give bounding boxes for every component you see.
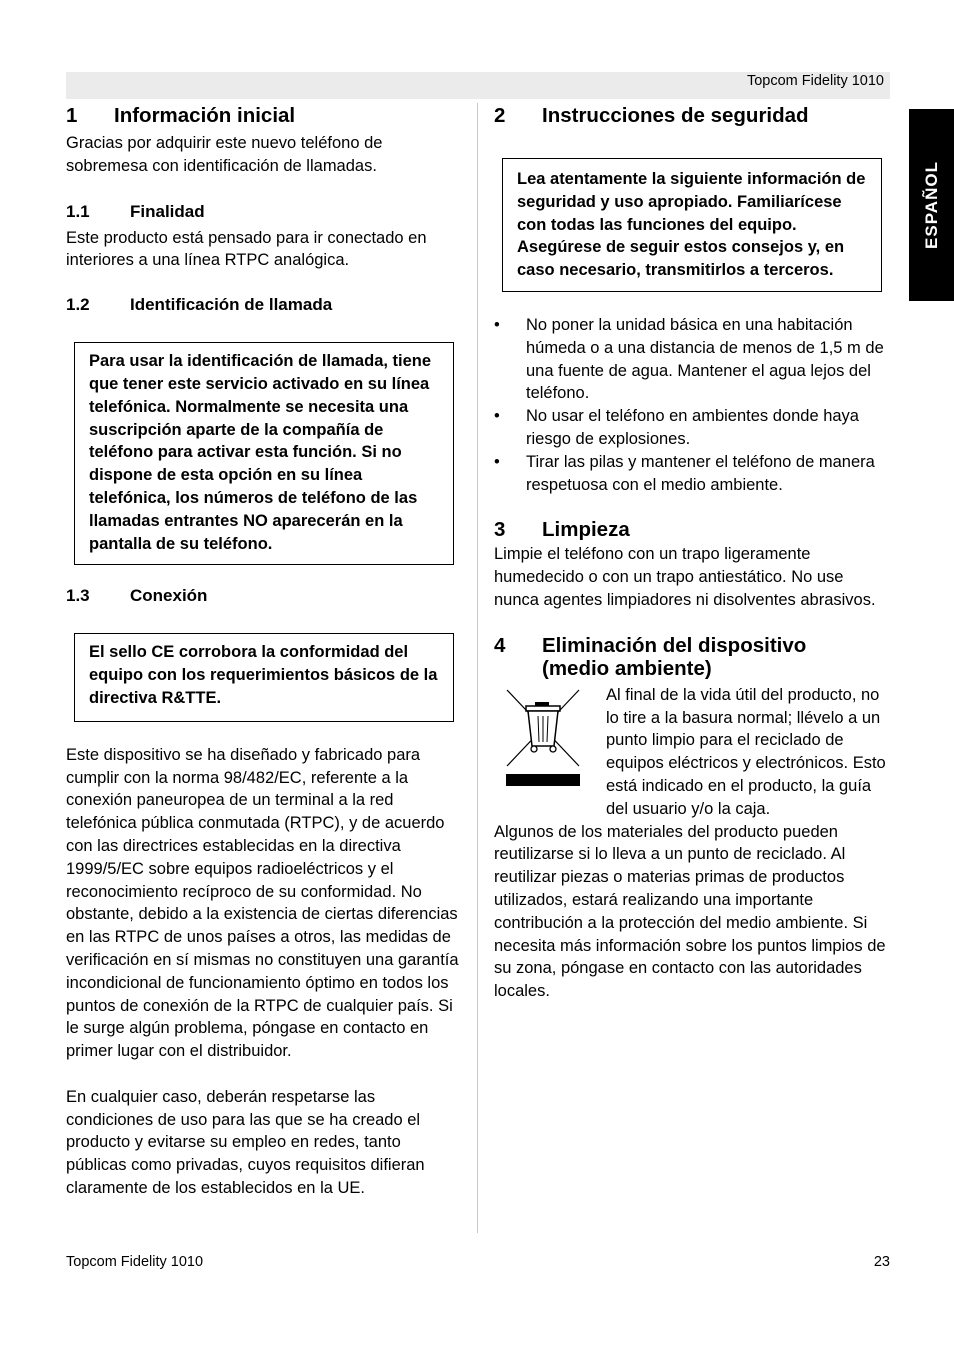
section-1-1-heading (66, 201, 461, 223)
section-title: Limpieza (542, 518, 630, 542)
section-1-2-heading (66, 294, 461, 316)
connection-paragraph-2: En cualquier caso, deberán respetarse las condiciones de uso para las que se ha creado el producto y evitarse su empleo en redes, tanto públicas como privadas, cuyos requisitos difieran claramente de los establecidos en la UE. (66, 1087, 425, 1197)
disposal-paragraph-1: Al final de la vida útil del producto, no lo tire a la basura normal; llévelo a un punto limpio para el reciclado de equipos eléctricos y electrónicos. Esto está indicado en el producto, la guía del usuario y/o la caja. (606, 685, 886, 818)
section-2-heading (494, 104, 890, 128)
bullet-icon: • (494, 315, 500, 334)
disposal-block (494, 684, 890, 821)
language-tab-label: ESPAÑOL (921, 161, 941, 249)
column-divider (477, 103, 478, 1233)
section-number: 3 (494, 518, 506, 542)
section-number: 1.1 (66, 201, 90, 221)
safety-list (494, 314, 890, 496)
section-title: Conexión (130, 586, 208, 606)
header-title: Topcom Fidelity 1010 (746, 73, 884, 89)
section-title: Finalidad (130, 201, 205, 221)
connection-paragraph-1: Este dispositivo se ha diseñado y fabricado para cumplir con la norma 98/482/EC, referente a la conexión paneuropea de un terminal a la red telefónica pública conmutada (RTPC), y de acuerdo con las directrices establecidas en la directiva 1999/5/EC sobre equipos radioeléctricos y el reconocimiento recíproco de su conformidad. No obstante, debido a la existencia de ciertas diferencias en las RTPC de unos países a otros, las medidas de verificación en sí mismas no constituyen una garantía incondicional de funcionamiento óptimo en todos los puntos de conexión de la RTPC de cualquier país. Si le surge algún problema, póngase en contacto en primer lugar con el distribuidor. (66, 745, 459, 1061)
left-column (66, 103, 461, 1200)
page-number: 23 (873, 1254, 890, 1270)
section-number: 1 (66, 104, 78, 127)
right-column (494, 103, 890, 1003)
section-title: Instrucciones de seguridad (542, 104, 809, 127)
list-item: • No poner la unidad básica en una habitación húmeda o a una distancia de menos de 1,5 m de una fuente de agua. Mantener el agua lejos del teléfono. (494, 315, 884, 403)
footer-title: Topcom Fidelity 1010 (66, 1254, 204, 1270)
language-tab (909, 109, 954, 301)
disposal-paragraph-2: Algunos de los materiales del producto pueden reutilizarse si lo lleva a un punto de reciclado. Al reutilizar piezas o materias primas de productos utilizados, estará realizando una importante contribución a la protección del medio ambiente. Si necesita más información sobre los puntos limpios de su zona, póngase en contacto con las autoridades locales. (494, 822, 886, 1001)
ce-notice-box: El sello CE corrobora la conformidad del equipo con los requerimientos básicos de la directiva R&TTE. (74, 633, 454, 721)
section-number: 4 (494, 633, 506, 657)
page-header (66, 72, 890, 99)
section-title: Identificación de llamada (130, 295, 333, 315)
bullet-icon: • (494, 407, 500, 426)
section-4-heading (494, 634, 890, 680)
section-number: 2 (494, 104, 506, 127)
section-3-heading (494, 518, 890, 542)
section-1-body: Gracias por adquirir este nuevo teléfono de sobremesa con identificación de llamadas. (66, 134, 383, 175)
caller-id-notice-box: Para usar la identificación de llamada, tiene que tener este servicio activado en su línea telefónica. Normalmente se necesita una suscripción aparte de la compañía de teléfono para activar esta función. Si no dispone de esta opción en su línea telefónica, los números de teléfono de las llamadas entrantes NO aparecerán en la pantalla de su teléfono. (74, 342, 454, 565)
list-item: • Tirar las pilas y mantener el teléfono de manera respetuosa con el medio ambiente. (494, 452, 875, 494)
section-1-3-heading (66, 585, 461, 607)
section-1-heading (66, 104, 461, 128)
section-number: 1.2 (66, 295, 90, 315)
section-title: Información inicial (114, 104, 296, 127)
section-1-1-body: Este producto está pensado para ir conectado en interiores a una línea RTPC analógica. (66, 228, 427, 270)
bullet-icon: • (494, 452, 500, 471)
crossed-out-wheelie-bin-icon (504, 688, 582, 788)
section-3-body: Limpie el teléfono con un trapo ligeramente humedecido o con un trapo antiestático. No use nunca agentes limpiadores ni disolventes abrasivos. (494, 545, 876, 609)
section-title: Eliminación del dispositivo (medio ambiente) (542, 633, 807, 680)
list-item: • No usar el teléfono en ambientes donde haya riesgo de explosiones. (494, 407, 859, 448)
safety-notice-box: Lea atentamente la siguiente información de seguridad y uso apropiado. Familiarícese con todas las funciones del equipo. Asegúrese de seguir estos consejos y, en caso necesario, transmitirlos a terceros. (502, 158, 882, 292)
section-number: 1.3 (66, 586, 90, 606)
